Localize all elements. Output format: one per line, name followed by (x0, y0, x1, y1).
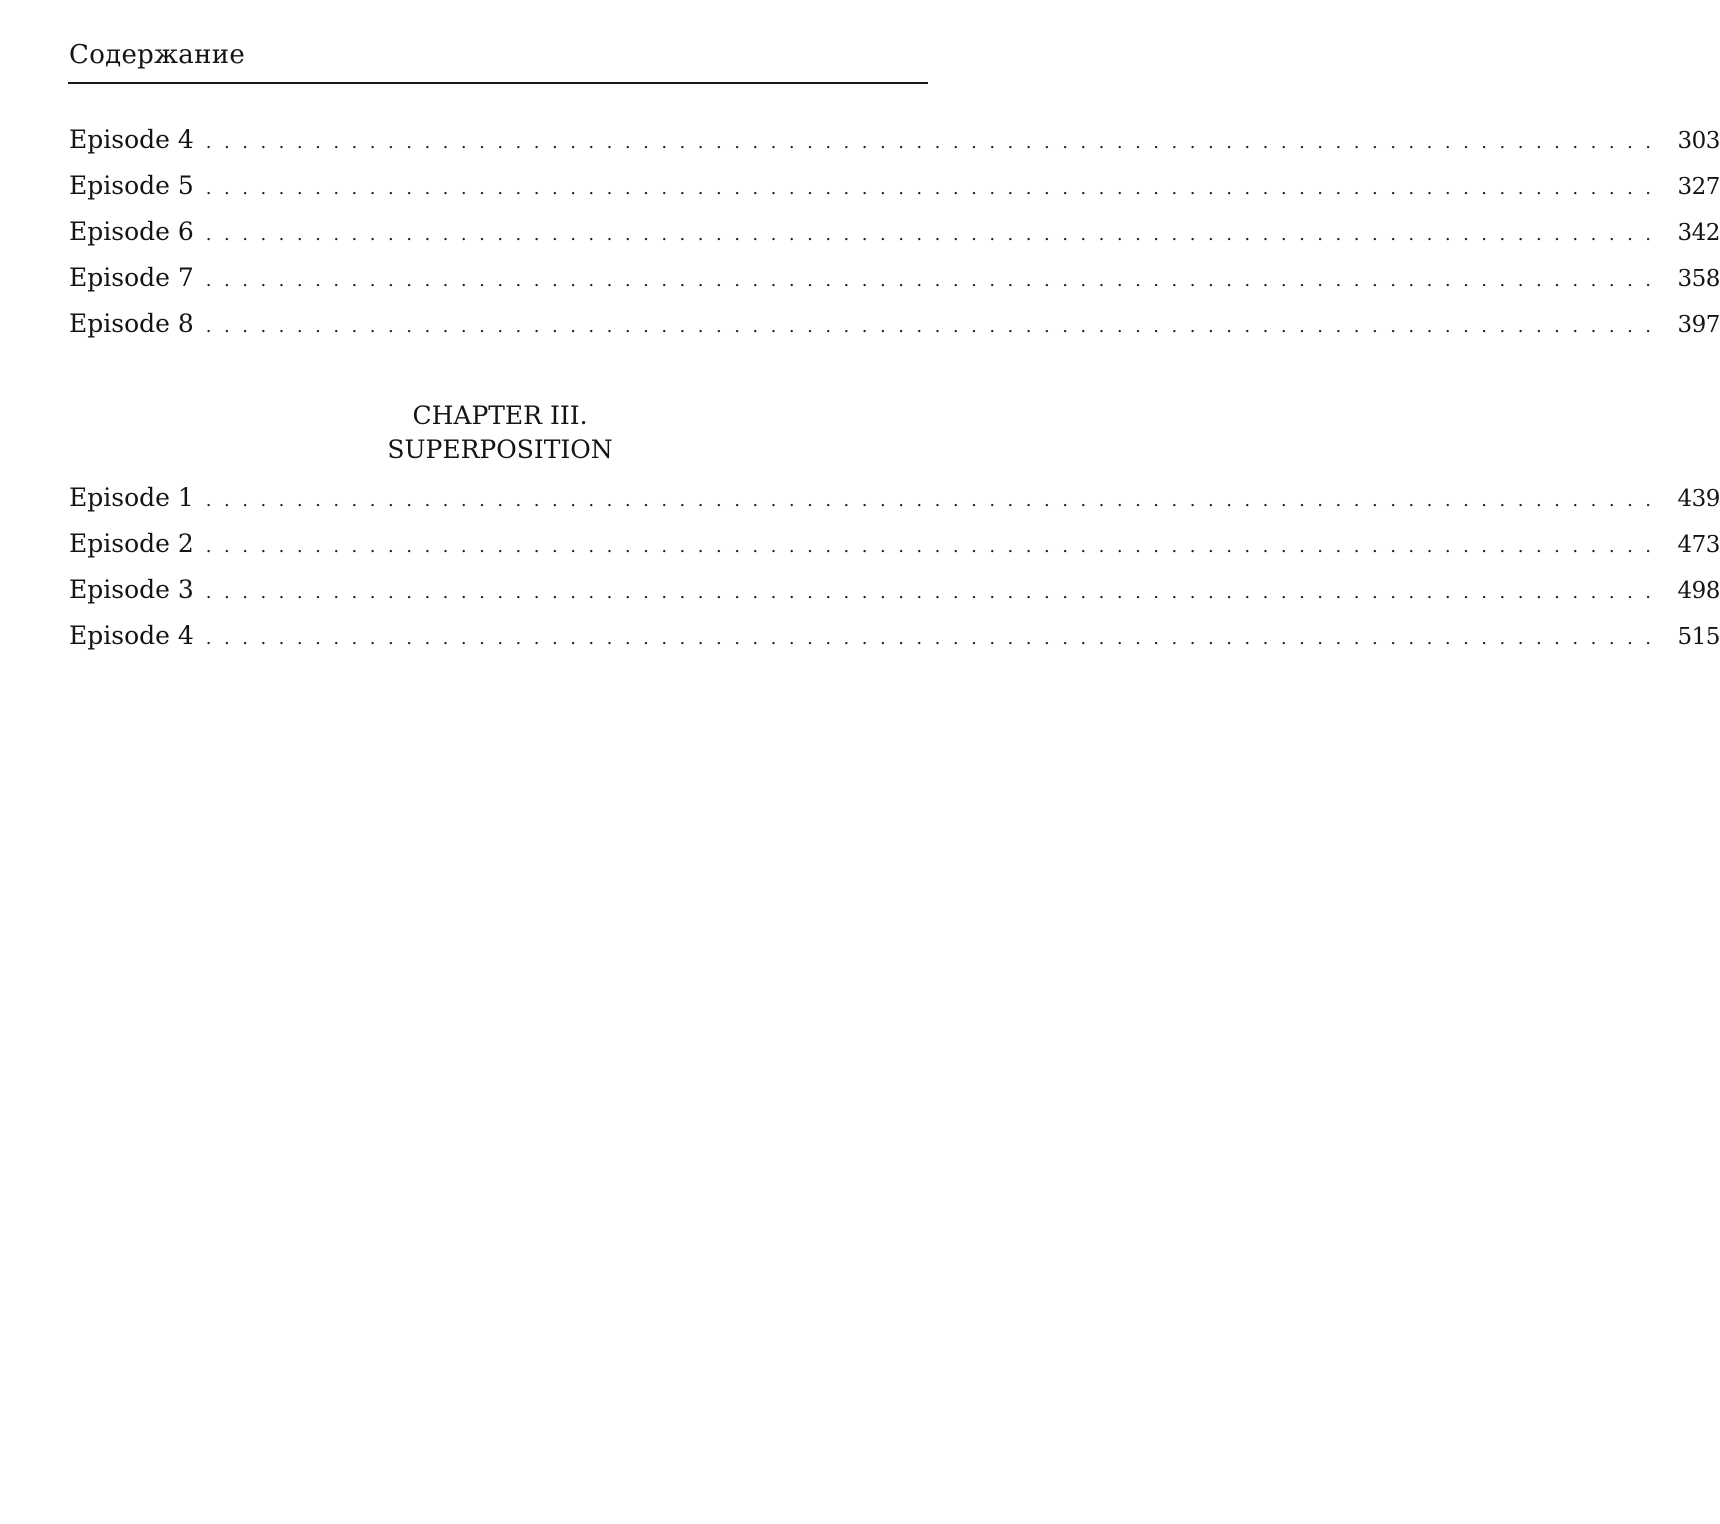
toc-entry[interactable] (69, 524, 1720, 570)
chapter-heading (0, 399, 1000, 467)
toc-list-chapter-iii (69, 478, 1720, 662)
toc-entry-page: 303 (1677, 128, 1720, 154)
toc-entry[interactable] (69, 616, 1720, 662)
header-rule (68, 82, 928, 84)
toc-entry-title: Episode 8 (69, 309, 194, 338)
dot-leader: ................................................................................ (205, 270, 1664, 291)
dot-leader: ................................................................................ (205, 628, 1664, 649)
toc-entry[interactable] (69, 570, 1720, 616)
toc-entry-title: Episode 4 (69, 621, 194, 650)
toc-entry-page: 358 (1677, 266, 1720, 292)
dot-leader: ................................................................................ (205, 178, 1664, 199)
toc-list-chapter-ii (69, 120, 1720, 350)
dot-leader: ................................................................................ (205, 224, 1664, 245)
toc-entry-page: 473 (1677, 532, 1720, 558)
toc-entry-title: Episode 4 (69, 125, 194, 154)
toc-entry-title: Episode 3 (69, 575, 194, 604)
toc-entry-page: 327 (1677, 174, 1720, 200)
toc-entry[interactable] (69, 212, 1720, 258)
toc-entry-page: 439 (1677, 486, 1720, 512)
toc-entry[interactable] (69, 166, 1720, 212)
toc-entry[interactable] (69, 258, 1720, 304)
toc-entry-page: 342 (1677, 220, 1720, 246)
running-head: Содержание (69, 40, 246, 70)
toc-entry-title: Episode 5 (69, 171, 194, 200)
toc-entry-title: Episode 6 (69, 217, 194, 246)
toc-entry[interactable] (69, 120, 1720, 166)
toc-entry-title: Episode 1 (69, 483, 194, 512)
toc-entry-page: 515 (1677, 624, 1720, 650)
toc-entry-page: 397 (1677, 312, 1720, 338)
toc-entry-page: 498 (1677, 578, 1720, 604)
toc-entry-title: Episode 2 (69, 529, 194, 558)
toc-entry[interactable] (69, 478, 1720, 524)
toc-entry[interactable] (69, 304, 1720, 350)
dot-leader: ................................................................................ (205, 536, 1664, 557)
chapter-title: SUPERPOSITION (387, 435, 613, 464)
toc-entry-title: Episode 7 (69, 263, 194, 292)
dot-leader: ................................................................................ (205, 132, 1664, 153)
dot-leader: ................................................................................ (205, 316, 1664, 337)
dot-leader: ................................................................................ (205, 582, 1664, 603)
chapter-number: CHAPTER III. (412, 401, 588, 430)
dot-leader: ................................................................................ (205, 490, 1664, 511)
